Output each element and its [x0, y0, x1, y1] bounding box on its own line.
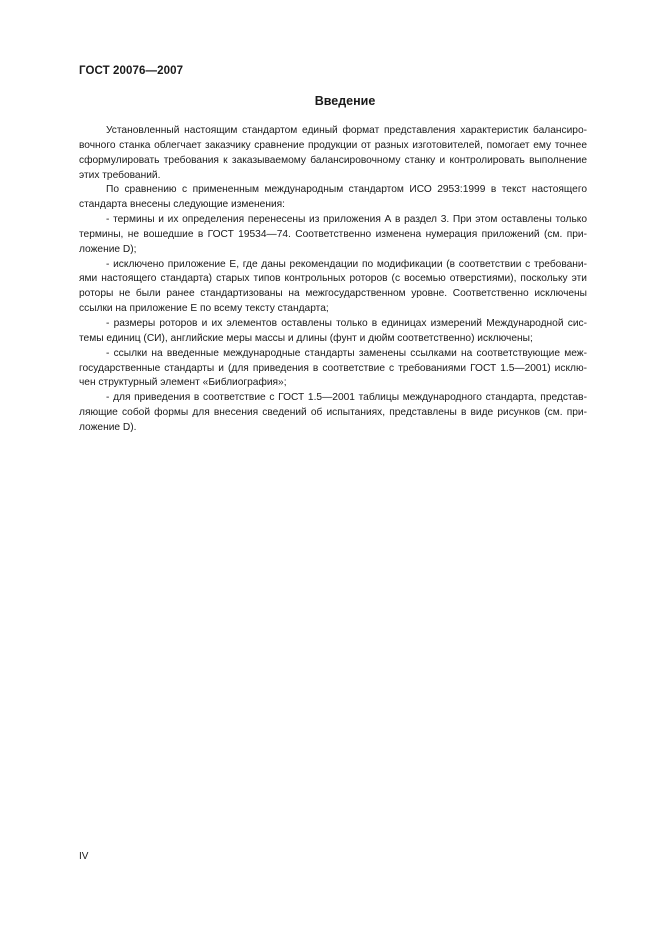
text-line: этих требований. [79, 169, 161, 181]
text-line: ляющие собой формы для внесения сведений об испытаниях, представлены в виде рисунков (см. при- [79, 407, 587, 419]
text-line: вочного станка облегчает заказчику сравнение продукции от разных изготовителей, помогает ему точнее [79, 139, 587, 151]
text-line: роторы не были ранее стандартизованы на межгосударственном уровне. Соответственно исключены [79, 288, 587, 300]
text-line: ссылки на приложение Е по всему тексту стандарта; [79, 303, 329, 315]
text-line: - для приведения в соответствие с ГОСТ 1.5—2001 таблицы международного стандарта, представ- [106, 392, 587, 404]
text-line: - исключено приложение Е, где даны рекомендации по модификации (в соответствии с требовани- [106, 258, 587, 270]
page-number: IV [79, 851, 89, 862]
text-line: термины, не вошедшие в ГОСТ 19534—74. Соответственно изменена нумерация приложений (см. при- [79, 228, 587, 240]
text-line: стандарта внесены следующие изменения: [79, 199, 285, 211]
text-line: чен структурный элемент «Библиография»; [79, 377, 287, 389]
section-title: Введение [314, 94, 376, 108]
text-line: государственные стандарты и (для приведения в соответствие с требованиями ГОСТ 1.5—2001) исклю- [79, 362, 587, 374]
text-line: ложение D). [79, 421, 137, 433]
text-line: - размеры роторов и их элементов оставлены только в единицах измерений Международной сис- [106, 317, 587, 329]
document-code-header: ГОСТ 20076—2007 [79, 65, 184, 77]
text-line: ями настоящего стандарта) старых типов контрольных роторов (с восемью отверстиями), поскольку эти [79, 273, 587, 285]
text-line: темы единиц (СИ), английские меры массы и длины (фунт и дюйм соответственно) исключены; [79, 332, 533, 344]
text-line: - термины и их определения перенесены из приложения А в раздел 3. При этом оставлены только [106, 214, 587, 226]
text-line: сформулировать требования к заказываемому балансировочному станку и контролировать выполнение [79, 154, 587, 166]
body-text [79, 124, 587, 436]
text-line: По сравнению с примененным международным стандартом ИСО 2953:1999 в текст настоящего [106, 184, 587, 196]
text-line: ложение D); [79, 243, 137, 255]
text-line: - ссылки на введенные международные стандарты заменены ссылками на соответствующие меж- [106, 347, 587, 359]
text-line: Установленный настоящим стандартом единый формат представления характеристик балансиро- [106, 125, 587, 136]
